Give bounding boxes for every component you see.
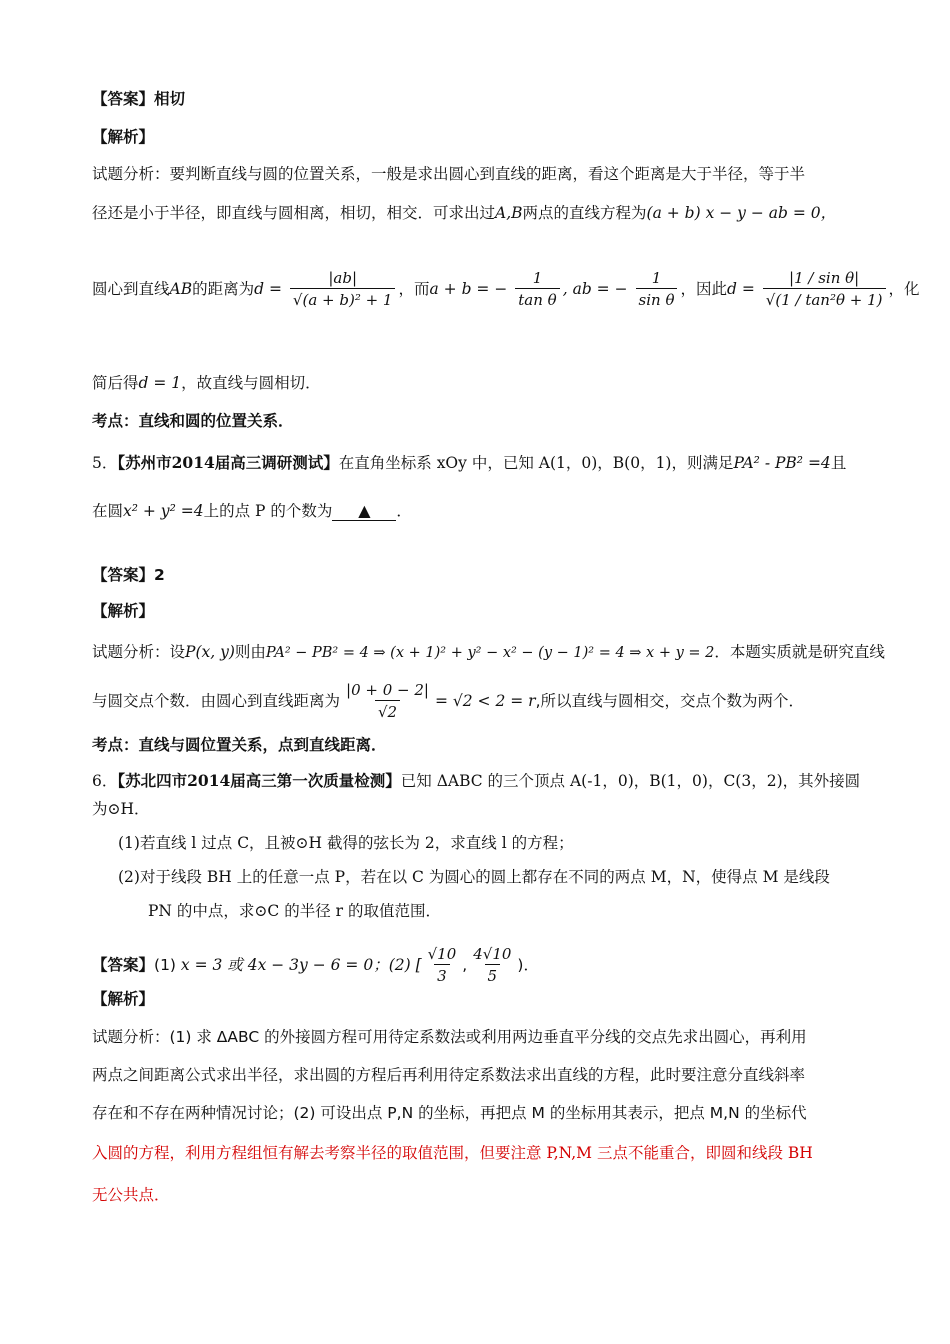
fraction-denominator: sin θ <box>636 288 678 311</box>
math-circle: x² + y² =4 <box>123 502 204 520</box>
answer-value: 2 <box>154 566 165 584</box>
q6-analysis-line-3: 存在和不存在两种情况讨论；(2) 可设出点 P,N 的坐标，再把点 M 的坐标用其表示，把点 M,N 的坐标代 <box>92 1104 807 1122</box>
text: 径还是小于半径，即直线与圆相离，相切，相交．可求出过 <box>92 204 496 222</box>
lower-bound-fraction <box>425 944 460 987</box>
q5-analysis-line-1 <box>92 641 885 664</box>
q6-analysis-line-2: 两点之间距离公式求出半径，求出圆的方程后再利用待定系数法求出直线的方程，此时要注意分直线斜率 <box>92 1066 806 1084</box>
answer-label: 【答案】 <box>92 566 155 584</box>
q4-key-point: 考点：直线和圆的位置关系． <box>92 412 294 430</box>
fraction-numerator: √10 <box>427 945 457 963</box>
fraction-denominator: √(a + b)² + 1 <box>290 288 396 311</box>
q5-question-line-1 <box>92 452 862 474</box>
question-source: 【苏北四市2014届高三第一次质量检测】 <box>117 771 401 790</box>
question-number: 5． <box>92 454 118 472</box>
text: 试题分析：设 <box>92 643 186 661</box>
q6-analysis-label: 【解析】 <box>92 990 155 1008</box>
math-product: , ab = − <box>562 280 628 298</box>
math-compare: = √2 < 2 = r <box>434 692 536 710</box>
fraction-denominator: 3 <box>434 964 450 987</box>
text: ．本题实质就是研究直线 <box>714 643 885 661</box>
upper-bound-fraction <box>470 944 514 987</box>
answer-label: 【答案】 <box>92 956 155 974</box>
q6-analysis-line-4: 入圆的方程，利用方程组恒有解去考察半径的取值范围，但要注意 P,N,M 三点不能重合，即圆和线段 BH <box>92 1144 813 1162</box>
question-source: 【苏州市2014届高三调研测试】 <box>117 453 339 472</box>
math-ab: A,B <box>495 204 523 222</box>
q4-analysis-line-2 <box>92 202 862 224</box>
q4-analysis-label: 【解析】 <box>92 128 155 146</box>
q5-question-line-2 <box>92 500 862 522</box>
distance-fraction <box>343 680 432 723</box>
fraction-numerator: 1 <box>651 269 662 287</box>
math-d: d = <box>727 280 755 298</box>
q6-sub-question-2: (2)对于线段 BH 上的任意一点 P，若在以 C 为圆心的圆上都存在不同的两点 M，N，使得点 M 是线段 <box>118 868 830 886</box>
text: 则由 <box>234 643 266 661</box>
text: 简后得 <box>92 374 139 392</box>
fraction-denominator: √(1 / tan²θ + 1) <box>763 288 886 311</box>
text: ，故直线与圆相切． <box>181 374 321 392</box>
fraction-denominator: 5 <box>485 964 501 987</box>
tan-fraction <box>515 268 559 311</box>
text: ，而 <box>398 280 430 298</box>
math-condition: PA² - PB² =4 <box>733 454 831 472</box>
q6-question-line-2: 为⊙H． <box>92 800 150 818</box>
q4-analysis-line-1: 试题分析：要判断直线与圆的位置关系，一般是求出圆心到直线的距离，看这个距离是大于半径，等于半 <box>92 165 806 183</box>
math-derivation: PA² − PB² = 4 ⇒ (x + 1)² + y² − x² − (y − 1)² = 4 ⇒ x + y = 2 <box>265 645 715 661</box>
fraction-numerator: |ab| <box>328 269 358 287</box>
q5-answer-line <box>92 564 862 586</box>
q4-analysis-line-3 <box>92 268 920 311</box>
math-point-P: P(x, y) <box>185 643 235 661</box>
line-equation: (a + b) x − y − ab = 0， <box>646 204 837 222</box>
text: , <box>462 956 468 974</box>
q6-answer-line <box>92 944 862 987</box>
text: ． <box>396 502 412 520</box>
triangle-icon: ▲ <box>358 501 371 520</box>
simplified-fraction <box>763 268 886 311</box>
text: 上的点 P 的个数为 <box>203 502 333 520</box>
q6-sub-question-2b: PN 的中点，求⊙C 的半径 r 的取值范围． <box>148 902 441 920</box>
q6-sub-question-1: (1)若直线 l 过点 C，且被⊙H 截得的弦长为 2，求直线 l 的方程； <box>118 834 574 852</box>
text: 与圆交点个数．由圆心到直线距离为 <box>92 692 341 710</box>
text: ，化 <box>888 280 920 298</box>
q5-analysis-line-2 <box>92 680 862 723</box>
text: ，因此 <box>680 280 727 298</box>
text: 在直角坐标系 xOy 中，已知 A(1，0)，B(0，1)，则满足 <box>338 454 734 472</box>
text: 两点的直线方程为 <box>522 204 647 222</box>
math-sum: a + b = − <box>429 280 508 298</box>
fraction-numerator: 1 <box>532 269 543 287</box>
math-d-equals-1: d = 1 <box>138 374 182 392</box>
fraction-numerator: 4√10 <box>473 945 512 963</box>
math-AB: AB <box>169 280 193 298</box>
answer-value: 相切 <box>154 90 186 108</box>
fraction-denominator: tan θ <box>515 288 559 311</box>
text: 圆心到直线 <box>92 280 170 298</box>
text: 已知 ΔABC 的三个顶点 A(-1，0)，B(1，0)，C(3，2)，其外接圆 <box>400 772 861 790</box>
math-d: d = <box>254 280 282 298</box>
q5-key-point: 考点：直线与圆位置关系，点到直线距离． <box>92 736 387 754</box>
text: 在圆 <box>92 502 124 520</box>
q5-analysis-label: 【解析】 <box>92 602 155 620</box>
q6-question-line-1 <box>92 770 862 792</box>
text: (1) <box>154 956 176 974</box>
text: 的距离为 <box>192 280 255 298</box>
distance-fraction <box>290 268 396 311</box>
q4-answer-line <box>92 88 862 110</box>
fraction-numerator: |0 + 0 − 2| <box>346 681 429 699</box>
math-answer: x = 3 或 4x − 3y − 6 = 0；(2) [ <box>180 956 422 974</box>
fraction-denominator: √2 <box>375 700 400 723</box>
q4-analysis-line-4 <box>92 372 862 394</box>
answer-label: 【答案】 <box>92 90 155 108</box>
q6-analysis-line-1: 试题分析：(1) 求 ΔABC 的外接圆方程可用待定系数法或利用两边垂直平分线的交点先求出圆心，再利用 <box>92 1028 807 1046</box>
text: 且 <box>830 454 847 472</box>
question-number: 6． <box>92 772 118 790</box>
text: ,所以直线与圆相交，交点个数为两个． <box>535 692 805 710</box>
text: )． <box>517 956 539 974</box>
answer-blank <box>332 502 396 521</box>
q6-analysis-line-5: 无公共点． <box>92 1186 170 1204</box>
fraction-numerator: |1 / sin θ| <box>789 269 860 287</box>
sin-fraction <box>636 268 678 311</box>
